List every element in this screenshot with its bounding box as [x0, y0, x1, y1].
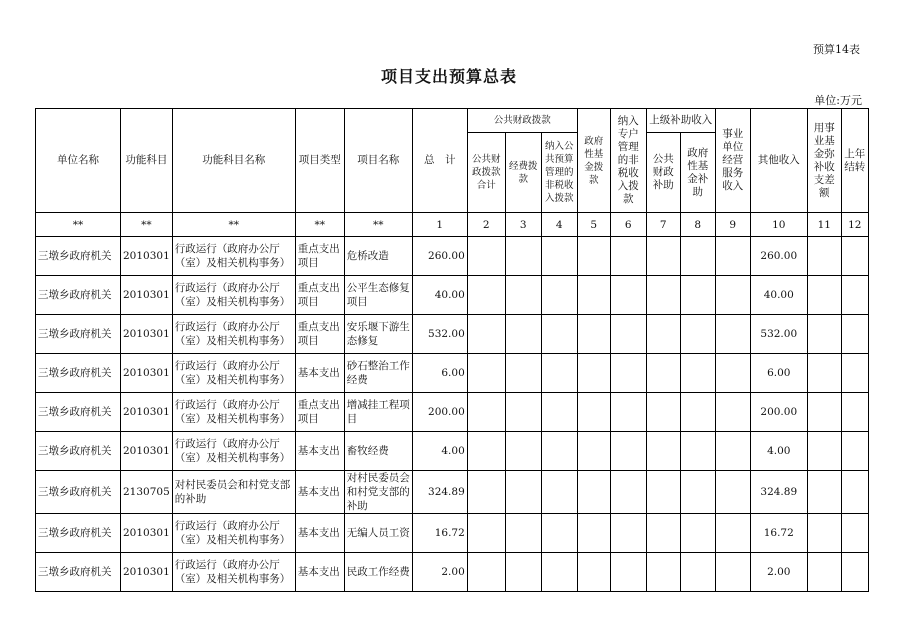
cell-other: 40.00: [750, 276, 807, 315]
cell-unit: 三墩乡政府机关: [36, 471, 121, 514]
cell-total: 200.00: [412, 393, 467, 432]
cell-func: 行政运行（政府办公厅（室）及相关机构事务）: [172, 237, 295, 276]
cell-unit: 三墩乡政府机关: [36, 553, 121, 592]
cell-other: 2.00: [750, 553, 807, 592]
cell-total: 260.00: [412, 237, 467, 276]
table-row: [36, 276, 869, 315]
page-title: 项目支出预算总表: [380, 67, 517, 86]
header-gov-fund: 政府性基金拨款: [577, 109, 610, 213]
cell-other: 6.00: [750, 354, 807, 393]
cell-func: 行政运行（政府办公厅（室）及相关机构事务）: [172, 432, 295, 471]
cell-code: 2010301: [121, 432, 173, 471]
index-cell: **: [295, 213, 344, 237]
cell-func: 行政运行（政府办公厅（室）及相关机构事务）: [172, 315, 295, 354]
header-public-finance: 公共财政拨款: [467, 109, 577, 133]
index-cell: 11: [807, 213, 841, 237]
table-row: [36, 354, 869, 393]
header-func-code: 功能科目: [121, 109, 173, 213]
header-pf-nontax: 纳入公共预算管理的非税收入拨款: [541, 133, 577, 213]
index-cell: 5: [577, 213, 610, 237]
cell-total: 532.00: [412, 315, 467, 354]
header-special-nontax: 纳入专户管理的非税收入拨款: [610, 109, 646, 213]
unit-label: 单位:万元: [814, 94, 862, 107]
cell-project: 砂石整治工作经费: [344, 354, 412, 393]
header-project-type: 项目类型: [295, 109, 344, 213]
table-row: [36, 471, 869, 514]
cell-type: 基本支出: [295, 471, 344, 514]
index-cell: 9: [715, 213, 750, 237]
header-other: 其他收入: [750, 109, 807, 213]
cell-project: 增减挂工程项目: [344, 393, 412, 432]
cell-code: 2010301: [121, 276, 173, 315]
index-cell: **: [121, 213, 173, 237]
cell-unit: 三墩乡政府机关: [36, 393, 121, 432]
cell-unit: 三墩乡政府机关: [36, 276, 121, 315]
cell-unit: 三墩乡政府机关: [36, 237, 121, 276]
index-cell: 8: [680, 213, 715, 237]
cell-other: 200.00: [750, 393, 807, 432]
cell-func: 行政运行（政府办公厅（室）及相关机构事务）: [172, 276, 295, 315]
index-cell: 7: [646, 213, 680, 237]
budget-table: [35, 108, 869, 592]
table-row: [36, 553, 869, 592]
header-superior: 上级补助收入: [646, 109, 715, 133]
cell-total: 16.72: [412, 514, 467, 553]
cell-project: 民政工作经费: [344, 553, 412, 592]
cell-total: 6.00: [412, 354, 467, 393]
header-total: 总 计: [412, 109, 467, 213]
cell-project: 危桥改造: [344, 237, 412, 276]
table-row: [36, 315, 869, 354]
cell-type: 基本支出: [295, 354, 344, 393]
cell-type: 重点支出项目: [295, 315, 344, 354]
header-fund-balance: 用事业基金弥补收支差额: [807, 109, 841, 213]
cell-code: 2010301: [121, 315, 173, 354]
header-func-name: 功能科目名称: [172, 109, 295, 213]
cell-project: 畜牧经费: [344, 432, 412, 471]
cell-type: 基本支出: [295, 553, 344, 592]
index-cell: 3: [505, 213, 541, 237]
cell-other: 260.00: [750, 237, 807, 276]
table-row: [36, 393, 869, 432]
cell-project: 公平生态修复项目: [344, 276, 412, 315]
cell-type: 基本支出: [295, 514, 344, 553]
index-cell: 4: [541, 213, 577, 237]
cell-total: 324.89: [412, 471, 467, 514]
cell-unit: 三墩乡政府机关: [36, 315, 121, 354]
index-cell: 6: [610, 213, 646, 237]
cell-code: 2010301: [121, 354, 173, 393]
cell-total: 2.00: [412, 553, 467, 592]
header-unit-name: 单位名称: [36, 109, 121, 213]
cell-func: 行政运行（政府办公厅（室）及相关机构事务）: [172, 553, 295, 592]
header-carryover: 上年结转: [841, 109, 868, 213]
index-cell: 10: [750, 213, 807, 237]
header-pf-operating: 经费拨款: [505, 133, 541, 213]
header-project-name: 项目名称: [344, 109, 412, 213]
cell-other: 16.72: [750, 514, 807, 553]
cell-unit: 三墩乡政府机关: [36, 432, 121, 471]
table-row: [36, 514, 869, 553]
table-row: [36, 237, 869, 276]
cell-type: 重点支出项目: [295, 276, 344, 315]
index-cell: 12: [841, 213, 868, 237]
header-business: 事业单位经营服务收入: [715, 109, 750, 213]
header-sup-fund: 政府性基金补助: [680, 133, 715, 213]
index-cell: 1: [412, 213, 467, 237]
cell-type: 重点支出项目: [295, 237, 344, 276]
table-row: [36, 432, 869, 471]
cell-unit: 三墩乡政府机关: [36, 354, 121, 393]
cell-total: 40.00: [412, 276, 467, 315]
cell-func: 行政运行（政府办公厅（室）及相关机构事务）: [172, 393, 295, 432]
cell-total: 4.00: [412, 432, 467, 471]
cell-other: 4.00: [750, 432, 807, 471]
header-sup-public: 公共财政补助: [646, 133, 680, 213]
cell-code: 2010301: [121, 553, 173, 592]
cell-func: 对村民委员会和村党支部的补助: [172, 471, 295, 514]
cell-project: 安乐堰下游生态修复: [344, 315, 412, 354]
cell-code: 2130705: [121, 471, 173, 514]
cell-type: 基本支出: [295, 432, 344, 471]
index-cell: 2: [467, 213, 505, 237]
cell-code: 2010301: [121, 237, 173, 276]
header-pf-subtotal: 公共财政拨款合计: [467, 133, 505, 213]
cell-func: 行政运行（政府办公厅（室）及相关机构事务）: [172, 354, 295, 393]
cell-project: 对村民委员会和村党支部的补助: [344, 471, 412, 514]
cell-other: 324.89: [750, 471, 807, 514]
index-cell: **: [172, 213, 295, 237]
cell-unit: 三墩乡政府机关: [36, 514, 121, 553]
document-code: 预算14表: [813, 43, 860, 56]
cell-type: 重点支出项目: [295, 393, 344, 432]
cell-code: 2010301: [121, 514, 173, 553]
cell-code: 2010301: [121, 393, 173, 432]
index-cell: **: [36, 213, 121, 237]
index-row: [36, 213, 869, 237]
cell-project: 无编人员工资: [344, 514, 412, 553]
index-cell: **: [344, 213, 412, 237]
cell-func: 行政运行（政府办公厅（室）及相关机构事务）: [172, 514, 295, 553]
cell-other: 532.00: [750, 315, 807, 354]
